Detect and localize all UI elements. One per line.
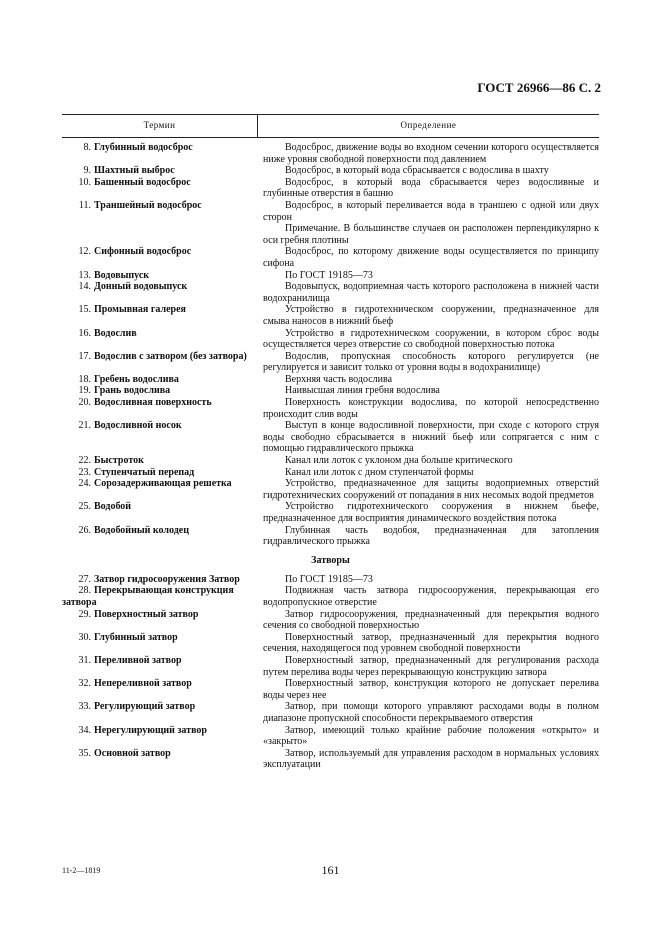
term-number: 32.: [78, 678, 91, 690]
term-number: 15.: [78, 304, 91, 316]
term-text: Донный водовыпуск: [94, 281, 188, 293]
section-title: Затворы: [311, 554, 350, 566]
term-text: Траншейный водосброс: [94, 199, 202, 211]
term-cell: [62, 748, 257, 771]
term-row: [62, 385, 599, 397]
term-number: 11.: [78, 199, 91, 211]
term-number: 27.: [78, 573, 91, 585]
definition-text: Поверхностный затвор, предназначенный для регулирования расхода путем перелива воды через перекрывающую конструкцию затвора: [263, 654, 599, 678]
term-cell: [62, 397, 257, 420]
term-text: Глубинный водосброс: [94, 142, 193, 153]
term-row: [62, 281, 599, 304]
term-number: 8.: [83, 142, 91, 153]
term-number: 12.: [78, 246, 91, 258]
term-cell: [62, 374, 257, 386]
definition-text: По ГОСТ 19185—73: [285, 573, 373, 585]
term-row: [62, 351, 599, 374]
term-cell: [62, 281, 257, 304]
definition-text: Водовыпуск, водоприемная часть которого расположена в нижней части водохранилища: [263, 281, 599, 304]
document-header: ГОСТ 26966—86 С. 2: [477, 80, 601, 95]
term-number: 16.: [78, 327, 91, 339]
term-cell: [62, 270, 257, 282]
term-cell: [62, 632, 257, 655]
definition-text: Водосброс, в который вода сбрасывается через водосливные и глубинные отверстия в башню: [263, 176, 599, 200]
term-row: [62, 701, 599, 724]
term-cell: [62, 351, 257, 374]
term-row: [62, 678, 599, 701]
term-row: [62, 142, 599, 165]
definition-text: Затвор, при помощи которого управляют расходами воды в полном диапазоне пропускной способности перекрываемого отверстия: [263, 701, 599, 724]
term-cell: [62, 501, 257, 524]
term-row: [62, 246, 599, 269]
term-row: [62, 501, 599, 524]
term-text: Водобой: [94, 501, 132, 513]
term-text: Водослив: [94, 327, 137, 339]
term-cell: [62, 200, 257, 223]
term-number: 25.: [78, 501, 91, 513]
term-row: [62, 455, 599, 467]
terms-list-gates: [62, 574, 599, 771]
definition-text: Водосброс, по которому движение воды осуществляется по принципу сифона: [263, 246, 599, 269]
term-number: 9.: [83, 165, 91, 177]
definition-text: Наивысшая линия гребня водослива: [285, 385, 440, 397]
definition-text: Канал или лоток с уклоном дна больше критического: [285, 455, 513, 467]
definition-text: Водосброс, движение воды во входном сечении которого осуществляется ниже уровня свободной поверхности под давлением: [263, 142, 599, 165]
term-cell: [62, 385, 257, 397]
definition-text: Выступ в конце водосливной поверхности, при сходе с которого струя воды свободно сбрасывается в нижний бьеф или сопрягается с ним с помощью гидравлического прыжка: [263, 420, 599, 455]
term-text: Водосливной носок: [94, 420, 182, 432]
term-text: Затвор гидросооружения Затвор: [94, 573, 240, 585]
term-text: Регулирующий затвор: [94, 701, 196, 713]
term-cell: [62, 420, 257, 455]
definition-text: Подвижная часть затвора гидросооружения, перекрывающая его водопропускное отверстие: [263, 585, 599, 608]
definition-text: Затвор гидросооружения, предназначенный для перекрытия водного сечения со свободной поверхностью: [263, 608, 599, 632]
definition-text: Устройство в гидротехническом сооружении, предназначенное для смыва наносов в нижний бьеф: [263, 304, 599, 327]
term-text: Сифонный водосброс: [94, 246, 192, 258]
term-cell: [62, 455, 257, 467]
definition-text: Затвор, используемый для управления расходом в нормальных условиях эксплуатации: [263, 747, 599, 771]
term-number: 20.: [78, 397, 91, 409]
term-text: Перекрывающая конструкция затвора: [62, 585, 234, 608]
term-number: 17.: [78, 350, 91, 362]
terms-list: [62, 142, 599, 548]
term-number: 31.: [78, 654, 91, 666]
term-cell: [62, 609, 257, 632]
term-row: [62, 585, 599, 608]
term-text: Сорозадерживающая решетка: [94, 478, 232, 490]
definition-text: Устройство гидротехнического сооружения в нижнем бьефе, предназначенное для восприятия динамического воздействия потока: [263, 501, 599, 524]
definition-text: Устройство, предназначенное для защиты водоприемных отверстий гидротехнических сооружений от попадания в них несомых водой предметов: [263, 478, 599, 501]
term-text: Башенный водосброс: [94, 176, 191, 188]
term-text: Переливной затвор: [94, 654, 182, 666]
term-row: [62, 748, 599, 771]
definition-text: По ГОСТ 19185—73: [285, 269, 373, 281]
term-number: 19.: [78, 385, 91, 397]
term-number: 29.: [78, 608, 91, 620]
table-header: [62, 114, 599, 138]
term-number: 13.: [78, 269, 91, 281]
term-text: Ступенчатый перепад: [94, 466, 195, 478]
term-text: Грань водослива: [94, 385, 171, 397]
term-text: Шахтный выброс: [94, 165, 175, 177]
term-row: [62, 200, 599, 223]
term-row: [62, 223, 599, 246]
term-cell: [62, 678, 257, 701]
page-number: 161: [321, 863, 340, 877]
term-number: 14.: [78, 281, 91, 293]
term-text: Основной затвор: [94, 747, 171, 759]
term-row: [62, 328, 599, 351]
term-row: [62, 467, 599, 479]
term-text: Водослив с затвором (без затвора): [94, 350, 247, 362]
definition-text: Глубинная часть водобоя, предназначенная для затопления гидравлического прыжка: [263, 524, 599, 548]
term-text: Водобойный колодец: [94, 524, 189, 536]
column-header-term: Термин: [143, 120, 176, 130]
definition-text: Водосброс, в который переливается вода в траншею с одной или двух сторон: [263, 199, 599, 223]
term-cell: [62, 478, 257, 501]
definition-text: Канал или лоток с дном ступенчатой формы: [285, 466, 474, 478]
definition-text: Поверхность конструкции водослива, по которой непосредственно происходит слив воды: [263, 397, 599, 420]
term-text: Непереливной затвор: [94, 678, 192, 690]
term-row: [62, 725, 599, 748]
term-number: 23.: [78, 466, 91, 478]
term-row: [62, 397, 599, 420]
definition-text: Водослив, пропускная способность которого регулируется (не регулируется и зависит только от уровня воды в водохранилище): [263, 350, 599, 374]
term-text: Гребень водослива: [94, 373, 179, 385]
definition-text: Поверхностный затвор, конструкция которого не допускает перелива воды через нее: [263, 678, 599, 701]
term-number: 26.: [78, 524, 91, 536]
term-row: [62, 304, 599, 327]
term-text: Глубинный затвор: [94, 631, 178, 643]
term-cell: [62, 165, 257, 177]
term-cell: [62, 725, 257, 748]
term-cell: [62, 585, 257, 608]
definition-text: Затвор, имеющий только крайние рабочие положения «открыто» и «закрыто»: [263, 724, 599, 748]
term-row: [62, 574, 599, 586]
term-number: 22.: [78, 455, 91, 467]
term-number: 34.: [78, 724, 91, 736]
term-text: Нерегулирующий затвор: [94, 724, 207, 736]
term-number: 28.: [78, 585, 91, 597]
definition-text: Примечание. В большинстве случаев он расположен перпендикулярно к оси гребня плотины: [263, 223, 599, 246]
definition-text: Водосброс, в который вода сбрасывается с водослива в шахту: [285, 165, 549, 177]
term-cell: [62, 246, 257, 269]
term-cell: [62, 304, 257, 327]
term-row: [62, 165, 599, 177]
term-number: 35.: [78, 747, 91, 759]
term-text: Поверхностный затвор: [94, 608, 199, 620]
term-cell: [62, 328, 257, 351]
term-text: Промывная галерея: [94, 304, 186, 316]
column-header-definition: Определение: [400, 120, 457, 130]
term-row: [62, 270, 599, 282]
terms-table: [62, 142, 599, 771]
definition-text: Верхняя часть водослива: [285, 373, 393, 385]
term-cell: [62, 467, 257, 479]
term-number: 33.: [78, 701, 91, 713]
print-code: 11-2—1819: [62, 866, 101, 875]
term-text: Водосливная поверхность: [94, 397, 212, 409]
term-row: [62, 420, 599, 455]
term-row: [62, 478, 599, 501]
term-cell: [62, 655, 257, 678]
term-row: [62, 632, 599, 655]
term-row: [62, 655, 599, 678]
definition-text: Устройство в гидротехническом сооружении, в котором сброс воды осуществляется через отверстие со свободной поверхностью потока: [263, 327, 599, 351]
term-number: 21.: [78, 420, 91, 432]
term-cell: [62, 574, 257, 586]
term-row: [62, 177, 599, 200]
term-number: 18.: [78, 373, 91, 385]
term-row: [62, 374, 599, 386]
term-number: 10.: [78, 176, 91, 188]
term-cell: [62, 525, 257, 548]
term-text: Быстроток: [94, 455, 144, 467]
term-cell: [62, 223, 257, 246]
term-number: 24.: [78, 478, 91, 490]
term-text: Водовыпуск: [94, 269, 150, 281]
definition-text: Поверхностный затвор, предназначенный для перекрытия водного сечения, находящегося под уровнем свободной поверхности: [263, 631, 599, 655]
term-cell: [62, 701, 257, 724]
term-cell: [62, 177, 257, 200]
term-number: 30.: [78, 631, 91, 643]
term-row: [62, 525, 599, 548]
term-row: [62, 609, 599, 632]
term-cell: [62, 142, 257, 165]
